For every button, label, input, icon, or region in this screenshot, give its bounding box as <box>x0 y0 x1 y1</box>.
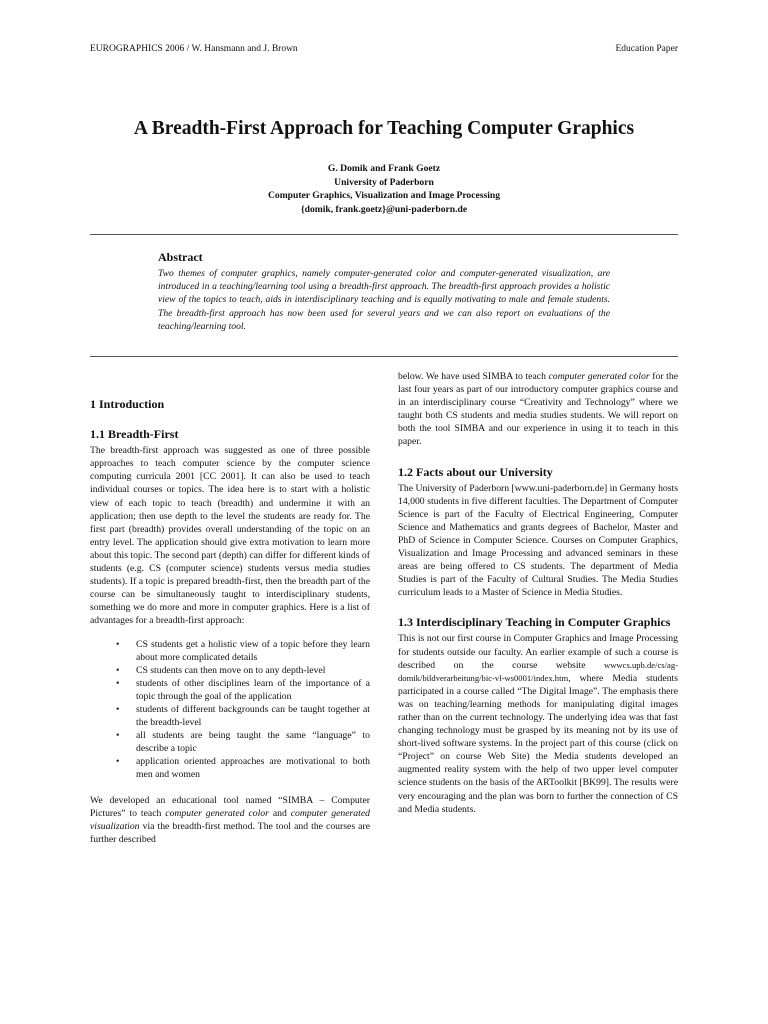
list-item: • all students are being taught the same “language” to describe a topic <box>90 729 370 755</box>
author-affiliation: University of Paderborn <box>334 176 434 188</box>
left-column <box>90 370 370 846</box>
list-item: • application oriented approaches are motivational to both men and women <box>90 755 370 781</box>
author-department: Computer Graphics, Visualization and Image Processing <box>267 190 501 201</box>
intro-paragraph: The breadth-first approach was suggested as one of three possible approaches to teach computer science by the computer science computing curricula 2001 [CC 2001]. It can also be used to teach individual courses or topics. The idea here is to start with a holistic view of each topic to teach (breadth) and undermine it with an application; then use depth to the level the students are ready for. The first part (breadth) provides overall understanding of the topic on an entry level. The application should give extra motivation to learn more about this topic. The second part (depth) can differ for different kinds of students (e.g. CS (computer science) students versus media studies students). If a topic is prepared breadth-first, then the breadth part of the course can be simultaneously taught to interdisciplinary students, something we do more and more in computer graphics. Here is a list of advantages for a breadth-first approach: <box>90 445 370 627</box>
advantages-list <box>90 638 370 782</box>
course-website-url: wwwcs.upb.de/cs/ag-domik/bildverarbeitung/bic-vl-ws0001/index.htm <box>398 659 678 683</box>
continued-paragraph: below. We have used SIMBA to teach computer generated color for the last four years as part of our introductory computer graphics course and in an interdisciplinary course “Creativity and Technology” where we taught both CS students and media studies students. We will report on both the tool SIMBA and our experience in using it to teach in this paper. <box>398 371 678 448</box>
divider-bottom <box>90 356 678 357</box>
interdisciplinary-paragraph: This is not our first course in Computer Graphics and Image Processing for students outside our faculty. An earlier example of such a course is described on the course website wwwcs.upb.de/cs/ag-domik/bildverarbeitung/bic-vl-ws0001/index.htm, where Media students participated in a course called “The Digital Image”. The emphasis there was on teaching/learning methods for manipulating digital images rather than on the current technology. The underlying idea was that fast changing technology must be grasped by its meaning not by its use of short-lived software systems. In the project part of this course (click on “Project” on course Web Site) the Media students developed an augmented reality system with the help of two upper level computer science students on the basis of the ARToolkit [BK99]. The results were very encouraging and the plan was born to further the connection of CS and Media students. <box>398 633 678 815</box>
header-right: Education Paper <box>615 44 678 54</box>
subsection-heading-breadth-first: 1.1 Breadth-First <box>90 427 179 442</box>
divider-top <box>90 234 678 235</box>
section-heading-introduction: 1 Introduction <box>90 397 165 411</box>
author-email: {domik, frank.goetz}@uni-paderborn.de <box>300 203 468 215</box>
author-block <box>0 162 768 216</box>
simba-paragraph: We developed an educational tool named “SIMBA – Computer Pictures” to teach computer generated color and computer generated visualization via the breadth-first method. The tool and the courses are further described <box>90 794 370 845</box>
list-item: • students of different backgrounds can be taught together at the breadth-level <box>90 703 370 729</box>
subsection-heading-interdisciplinary: 1.3 Interdisciplinary Teaching in Computer Graphics <box>398 615 671 630</box>
list-item: • CS students get a holistic view of a topic before they learn about more complicated details <box>90 638 370 664</box>
university-paragraph: The University of Paderborn [www.uni-paderborn.de] in Germany hosts 14,000 students in five different faculties. The Department of Computer Science is part of the Faculty of Electrical Engineering, Computer Science and Mathematics and grants degrees of Bachelor, Master and PhD of Science in Computer Science. Courses on Computer Graphics, Visualization and Image Processing and advanced seminars in these areas are being offered to CS students. The department of Media Studies is part of the Faculty of Cultural Studies. The Media Studies curriculum leads to a Master of Science in Media Studies. <box>398 482 678 599</box>
right-column <box>398 370 678 816</box>
list-item: • CS students can then move on to any depth-level <box>90 664 370 677</box>
running-header <box>90 44 678 54</box>
abstract-block <box>158 250 610 333</box>
list-item: • students of other disciplines learn of the importance of a topic through the goal of the application <box>90 677 370 703</box>
subsection-heading-university: 1.2 Facts about our University <box>398 464 553 479</box>
abstract-text: Two themes of computer graphics, namely computer-generated color and computer-generated visualization, are introduced in a teaching/learning tool using a breadth-first approach. The breadth-first approach provides a holistic view of the topics to teach, aids in interdisciplinary teaching and is equally motivating to male and female students. The breadth-first approach has now been used for several years and we can also report on evaluations of the teaching/learning tool. <box>158 268 610 332</box>
abstract-heading: Abstract <box>158 250 203 264</box>
author-names: G. Domik and Frank Goetz <box>327 163 441 174</box>
paper-title: A Breadth-First Approach for Teaching Computer Graphics <box>133 118 635 139</box>
header-left: EUROGRAPHICS 2006 / W. Hansmann and J. Brown <box>90 44 298 54</box>
